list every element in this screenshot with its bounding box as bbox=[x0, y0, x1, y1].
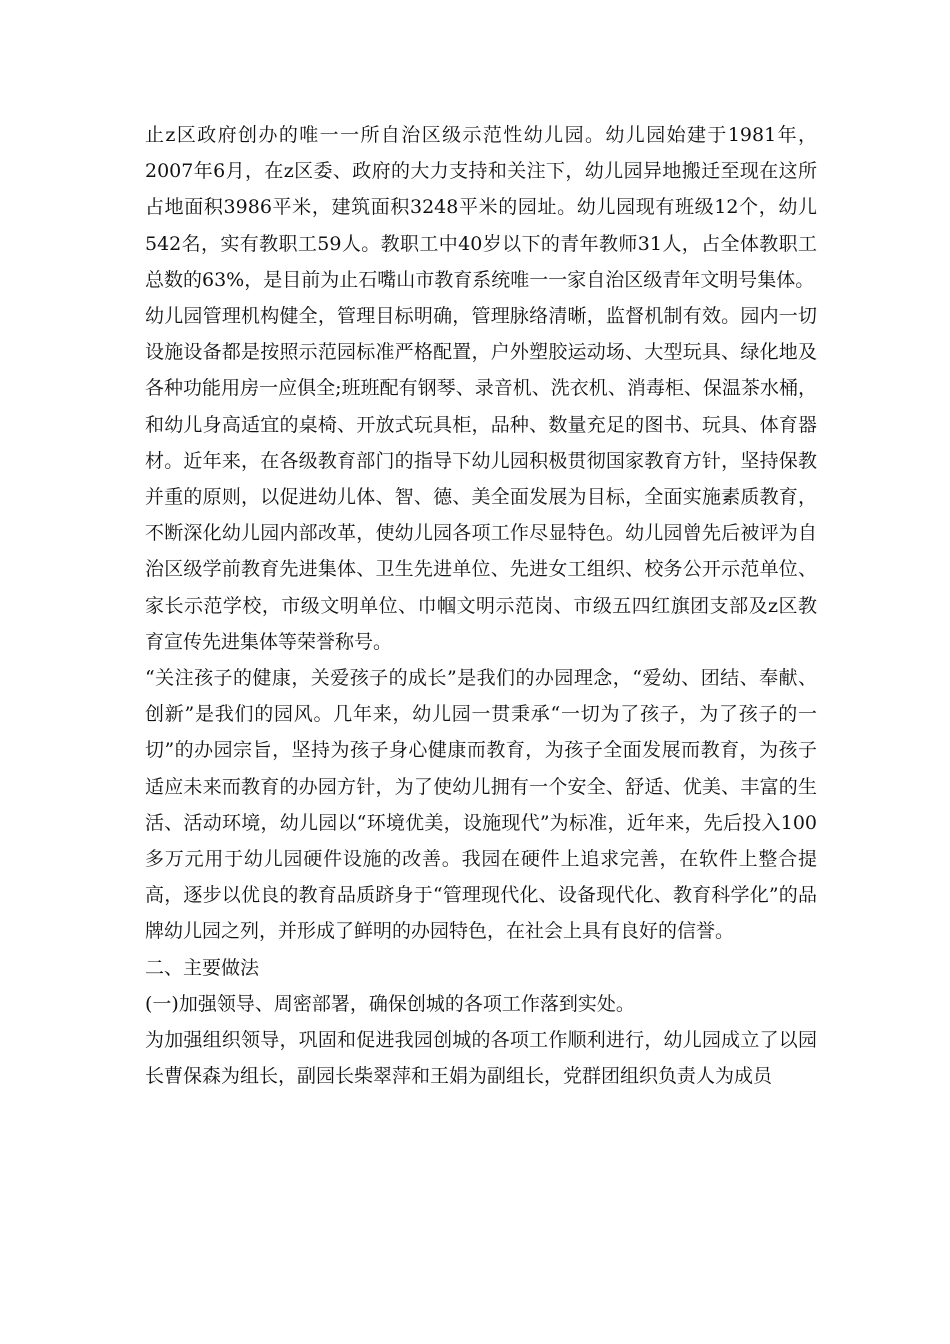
paragraph-school-intro: 止z区政府创办的唯一一所自治区级示范性幼儿园。幼儿园始建于1981年，2007年6月，在z区委、政府的大力支持和关注下，幼儿园异地搬迁至现在这所占地面积3986平米，建筑面积3248平米的园址。幼儿园现有班级12个，幼儿542名，实有教职工59人。教职工中40岁以下的青年教师31人，占全体教职工总数的63%，是目前为止石嘴山市教育系统唯一一家自治区级青年文明号集体。 bbox=[145, 124, 817, 291]
paragraph-management: 幼儿园管理机构健全，管理目标明确，管理脉络清晰，监督机制有效。园内一切设施设备都是按照示范园标准严格配置，户外塑胶运动场、大型玩具、绿化地及各种功能用房一应俱全;班班配有钢琴、录音机、洗衣机、消毒柜、保温茶水桶，和幼儿身高适宜的桌椅、开放式玩具柜，品种、数量充足的图书、玩具、体育器材。近年来，在各级教育部门的指导下幼儿园积极贯彻国家教育方针，坚持保教并重的原则，以促进幼儿体、智、德、美全面发展为目标，全面实施素质教育，不断深化幼儿园内部改革，使幼儿园各项工作尽显特色。幼儿园曾先后被评为自治区级学前教育先进集体、卫生先进单位、先进女工组织、校务公开示范单位、家长示范学校，市级文明单位、巾帼文明示范岗、市级五四红旗团支部及z区教育宣传先进集体等荣誉称号。 bbox=[145, 305, 817, 653]
paragraph-philosophy: “关注孩子的健康，关爱孩子的成长”是我们的办园理念，“爱幼、团结、奉献、创新”是我们的园风。几年来，幼儿园一贯秉承“一切为了孩子，为了孩子的一切”的办园宗旨，坚持为孩子身心健康而教育，为孩子全面发展而教育，为孩子适应未来而教育的办园方针，为了使幼儿拥有一个安全、舒适、优美、丰富的生活、活动环境，幼儿园以“环境优美，设施现代”为标准，近年来，先后投入100多万元用于幼儿园硬件设施的改善。我园在硬件上追求完善，在软件上整合提高，逐步以优良的教育品质跻身于“管理现代化、设备现代化、教育科学化”的品牌幼儿园之列，并形成了鲜明的办园特色，在社会上具有良好的信誉。 bbox=[145, 667, 817, 943]
document-body bbox=[145, 117, 817, 1094]
section-heading-main-practices: 二、主要做法 bbox=[145, 956, 260, 979]
subsection-heading-leadership: (一)加强领导、周密部署，确保创城的各项工作落到实处。 bbox=[145, 992, 635, 1015]
paragraph-leadership-group: 为加强组织领导，巩固和促进我园创城的各项工作顺利进行，幼儿园成立了以园长曹保森为组长，副园长柴翠萍和王娟为副组长，党群团组织负责人为成员 bbox=[145, 1029, 817, 1088]
